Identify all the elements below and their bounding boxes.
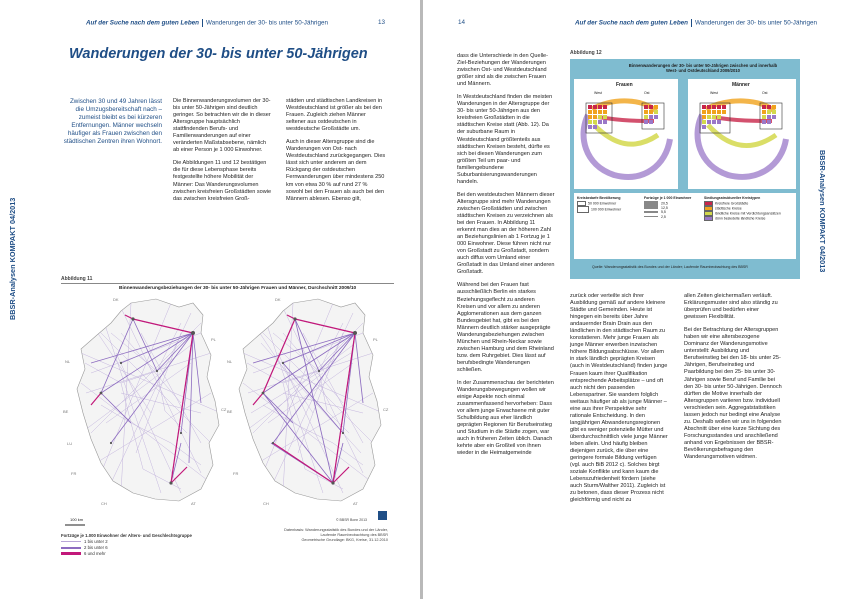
- header-rest: Wanderungen der 30- bis unter 50-Jährigen: [695, 19, 817, 27]
- paragraph: allen Zeiten gleichermaßen verläuft. Erklärungsmuster sind also ständig zu überprüfen und bedürfen einer gewissen Flexibilität.: [684, 293, 778, 321]
- svg-text:BE: BE: [227, 409, 233, 414]
- intro-text: Zwischen 30 und 49 Jahren lässt die Umzugsbereitschaft nach – zumeist bleibt es bei kürzeren Entfernungen. Männer wechseln häufiger als Frauen zwischen den städtischen Zentren ihren Wohnort.: [63, 98, 162, 146]
- running-header: [575, 19, 817, 27]
- svg-text:CZ: CZ: [221, 407, 227, 412]
- svg-text:NL: NL: [65, 359, 71, 364]
- page-title: Wanderungen der 30- bis unter 50-Jährigen: [69, 46, 368, 62]
- svg-text:CH: CH: [263, 501, 269, 506]
- legend-item: dünn besiedelte ländliche Kreise: [704, 216, 794, 221]
- legend-item: 100 000 Einwohner: [577, 206, 637, 213]
- svg-text:AT: AT: [191, 501, 196, 506]
- svg-text:PL: PL: [211, 337, 216, 342]
- header-bold: Auf der Suche nach dem guten Leben: [575, 19, 689, 27]
- header-bold: Auf der Suche nach dem guten Leben: [86, 19, 200, 27]
- figure-title: Binnenwanderungen der 30- bis unter 50-Jährigen zwischen und innerhalb West- und Ostdeutschland 2009/2010: [628, 63, 778, 74]
- paragraph: Während bei den Frauen fast ausschließlich Berlin ein starkes Beziehungsgeflecht zu anderen Kreisen und vor allem zu anderen Agglomerationen aus dem ganzen Bundesgebiet hat, gibt es bei den Männern deutlich stärker ausgeprägte Wanderungsbeziehungen zwischen München und Rhein-Neckar sowie zwischen Hamburg und dem Rheinland bzw. dem Ruhrgebiet. Dies lässt auf berufsbedingte Wanderungen schließen.: [457, 282, 554, 373]
- paragraph: zurück oder verteilte sich ihrer Ausbildung gemäß auf andere kleinere Städte und Gemeinden. Heute ist hingegen ein bereits über Jahre andauernder Brain Drain aus den ländlichen in den städtischen Raum zu konstatieren. Mehr junge Frauen als junge Männer erwerben inzwischen höhere Bildungsabschlüsse. Vor allem in stark ländlich geprägten Kreisen (auch in Westdeutschland) finden junge Frauen kaum ihrer Qualifikation entsprechende Arbeitsplätze – und oft auch nicht den passenden Lebenspartner. Sie wandern folglich weitaus häufiger ab als junge Männer – eine aus ihrer Perspektive sehr rationale Entscheidung. In den langjährigen Abwanderungsregionen gibt es weniger potenzielle Mütter und überdurchschnittlich viele junge Männer leben allein. Und häufig bleiben diejenigen zurück, die über eine geringere formale Bildung verfügen (vgl. auch BiB 2012 c). Solches birgt soziale Konflikte und kann kaum die Lebenszufriedenheit fördern (siehe auch Sturm/Walther 2011). Zugleich ist zu betonen, dass dieser Prozess nicht gleichförmig und nicht zu: [570, 293, 668, 504]
- legend-flows: Fortzüge je 1 000 Einwohner 20,5 12,5 5,5 2,5: [644, 196, 700, 219]
- figure-12: [570, 59, 800, 279]
- legend-title: Fortzüge je 1.000 Einwohner der Alters- und Geschlechtsgruppe: [61, 533, 192, 538]
- legend-item: 50 000 Einwohner: [577, 201, 637, 206]
- paragraph: In der Zusammenschau der berichteten Wanderungsbewegungen wollen wir einige Aspekte noch einmal zusammenfassend hervorheben: Dass vor allem junge Erwachsene mit guter Schulbildung aus eher ländlich geprägten Regionen für Berufseinstieg und Studium in die Städte zogen, war auch in früheren Zeiten üblich. Danach kehrte aber ein Großteil von ihnen wieder in die Heimatgemeinde: [457, 380, 554, 457]
- figure-legend: [61, 533, 192, 557]
- legend-item: 2 bis unter 6: [61, 545, 192, 551]
- side-label: BBSR-Analysen KOMPAKT 04/2013: [818, 150, 827, 273]
- figure-label: Abbildung 12: [570, 50, 602, 56]
- svg-text:NL: NL: [227, 359, 233, 364]
- svg-text:CH: CH: [101, 501, 107, 506]
- figure-title: Binnenwanderungsbeziehungen der 30- bis unter 50-Jährigen Frauen und Männer, Durchschnitt 2009/10: [119, 286, 357, 291]
- flow-women: [584, 101, 670, 177]
- text-column-3: [684, 293, 782, 467]
- paragraph: städten und städtischen Landkreisen in Westdeutschland ist größer als bei den Frauen. Zugleich ziehen Männer seltener aus ostdeutschen in westdeutsche Großstädte um.: [286, 98, 383, 133]
- svg-text:PL: PL: [373, 337, 378, 342]
- figure-label: Abbildung 11: [61, 276, 93, 282]
- page-number: 13: [378, 19, 386, 26]
- legend-item: 20,5: [644, 201, 700, 206]
- migration-maps: [61, 293, 394, 528]
- legend-item: 6 und mehr: [61, 551, 192, 557]
- legend-population: Kreisbedarfe Bevölkerung 50 000 Einwohner 100 000 Einwohner: [577, 196, 637, 213]
- paragraph: Die Binnenwanderungsvolumen der 30- bis unter 50-Jährigen sind deutlich geringer. So betrachten wir die in dieser Altersgruppe hauptsächlich stattfindenden Berufs- und Familienwanderungen auf einer veränderten Maßstabsebene, nämlich ab einer Person je 1 000 Einwohner.: [173, 98, 271, 154]
- sub-ost: Ost: [644, 91, 650, 95]
- figure-source: Datenbasis: Wanderungsstatistik des Bundes und der Länder, Laufende Raumbeobachtung des BBSR Geometrische Grundlage: BKG, Kreise, 31.12.2010: [284, 528, 388, 542]
- legend-item: 1 bis unter 2: [61, 539, 192, 545]
- map-germany-women: [77, 299, 219, 501]
- flow-diagrams: [574, 95, 796, 187]
- left-page: [0, 0, 420, 599]
- text-column-1: [457, 53, 555, 464]
- side-label: BBSR-Analysen KOMPAKT 04/2013: [8, 197, 17, 320]
- svg-text:LU: LU: [67, 441, 73, 446]
- svg-text:DK: DK: [113, 297, 119, 302]
- sub-west: West: [594, 91, 602, 95]
- legend-item: Kreisfreie Großstädte: [704, 201, 794, 206]
- running-header: [86, 19, 328, 27]
- panel-label-women: Frauen: [616, 82, 633, 88]
- paragraph: dass die Unterschiede in den Quelle-Ziel-Beziehungen der Wanderungen zwischen Ost- und Westdeutschland größer sind als die zwischen Frauen und Männern.: [457, 53, 548, 88]
- paragraph: Bei der Betrachtung der Altersgruppen haben wir eine altersbezogene Dominanz der Wanderungsmotive unterstellt: Ausbildung und Berufseinstieg bei den 18- bis unter 25-Jährigen, Berufseinstieg und Paarbildung bei den 25- bis unter 30-Jährigen sowie Beruf und Familie bei den 30- bis unter 50-Jährigen. Dennoch dürften die Motive innerhalb der Altersgruppen variieren bzw. individuell verschieden sein. Aggregatstatistiken lassen jedoch nur bedingt eine Analyse zu. Deshalb wollen wir uns in folgenden Abschnitt über eine kurze Sichtung des Forschungsstandes und anschließend anhand von Ergebnissen der BBSR-Bevölkerungsbefragung den Wanderungsmotiven widmen.: [684, 327, 782, 461]
- legend-item: städtische Kreise: [704, 206, 794, 211]
- text-column-2: [570, 293, 668, 510]
- paragraph: Auch in dieser Altersgruppe sind die Wanderungen von Ost- nach Westdeutschland zurückgegangen. Dies lässt sich unter anderem an dem Rückgang der ostdeutschen Fernwanderungen über mindestens 250 km von etwa 30 % auf rund 27 % sowohl bei den Frauen als auch bei den Männern ablesen. Ebenso gilt,: [286, 139, 386, 202]
- copyright: © BBSR Bonn 2013: [336, 518, 367, 522]
- text-column-2: [286, 98, 386, 209]
- bbsr-logo: [378, 511, 387, 520]
- figure-source: Quelle: Wanderungsstatistik des Bundes und der Länder; Laufende Raumbeobachtung des BBSR: [592, 265, 748, 269]
- map-germany-men: [239, 299, 381, 501]
- legend-item: 5,5: [644, 210, 700, 215]
- sub-west: West: [710, 91, 718, 95]
- svg-text:FR: FR: [71, 471, 77, 476]
- paragraph: Bei den westdeutschen Männern dieser Altersgruppe sind mehr Wanderungen zwischen Großstädten und zwischen städtischen Kreisen zu verzeichnen als bei den Frauen. In Abbildung 11 erkennt man dies an der höheren Zahl an Beziehungslinien ab 1 Fortzug je 1 000 Einwohner. Diese führen nicht nur von Großstadt zu Großstadt, sondern auch diffus vom Umland einer Großstadt in das Umland einer anderen Großstadt.: [457, 191, 555, 276]
- svg-text:FR: FR: [233, 471, 239, 476]
- figure-rule: [61, 283, 394, 284]
- text-column-1: [173, 98, 273, 209]
- scale-label: 100 km: [70, 517, 84, 522]
- svg-text:DK: DK: [275, 297, 281, 302]
- legend-item: 2,5: [644, 215, 700, 220]
- flow-men: [698, 101, 786, 177]
- legend-item: 12,5: [644, 206, 700, 211]
- legend-item: ländliche Kreise mit Verdichtungsansätzen: [704, 211, 794, 216]
- sub-ost: Ost: [762, 91, 768, 95]
- svg-text:BE: BE: [63, 409, 69, 414]
- svg-text:CZ: CZ: [383, 407, 389, 412]
- panel-label-men: Männer: [732, 82, 750, 88]
- legend-district-types: Siedlungsstruktureller Kreistypen Kreisfreie Großstädte städtische Kreise ländliche Kreise mit Verdichtungsansätzen dünn besiedelte ländliche Kreise: [704, 196, 794, 221]
- svg-text:AT: AT: [353, 501, 358, 506]
- header-rest: Wanderungen der 30- bis unter 50-Jährigen: [206, 19, 328, 27]
- paragraph: Die Abbildungen 11 und 12 bestätigen die für diese Lebensphase bereits festgestellte höhere Mobilität der Männer: Das Wanderungsvolumen zwischen kreisfreien Großstädten sowie das zwischen kreisfreien Groß-: [173, 160, 272, 202]
- paragraph: In Westdeutschland finden die meisten Wanderungen in der Altersgruppe der 30- bis unter 50-Jährigen aus den kreisfreien Großstädten in die städtischen Kreise statt (Abb. 12). Da der suburbane Raum in Westdeutschland größtenteils aus städtischen Kreisen besteht, dürfte es sich bei diesen Wanderungen zum größten Teil um paar- und familiengebundene Suburbanisierungswanderungen handeln.: [457, 94, 553, 185]
- page-number: 14: [458, 19, 466, 26]
